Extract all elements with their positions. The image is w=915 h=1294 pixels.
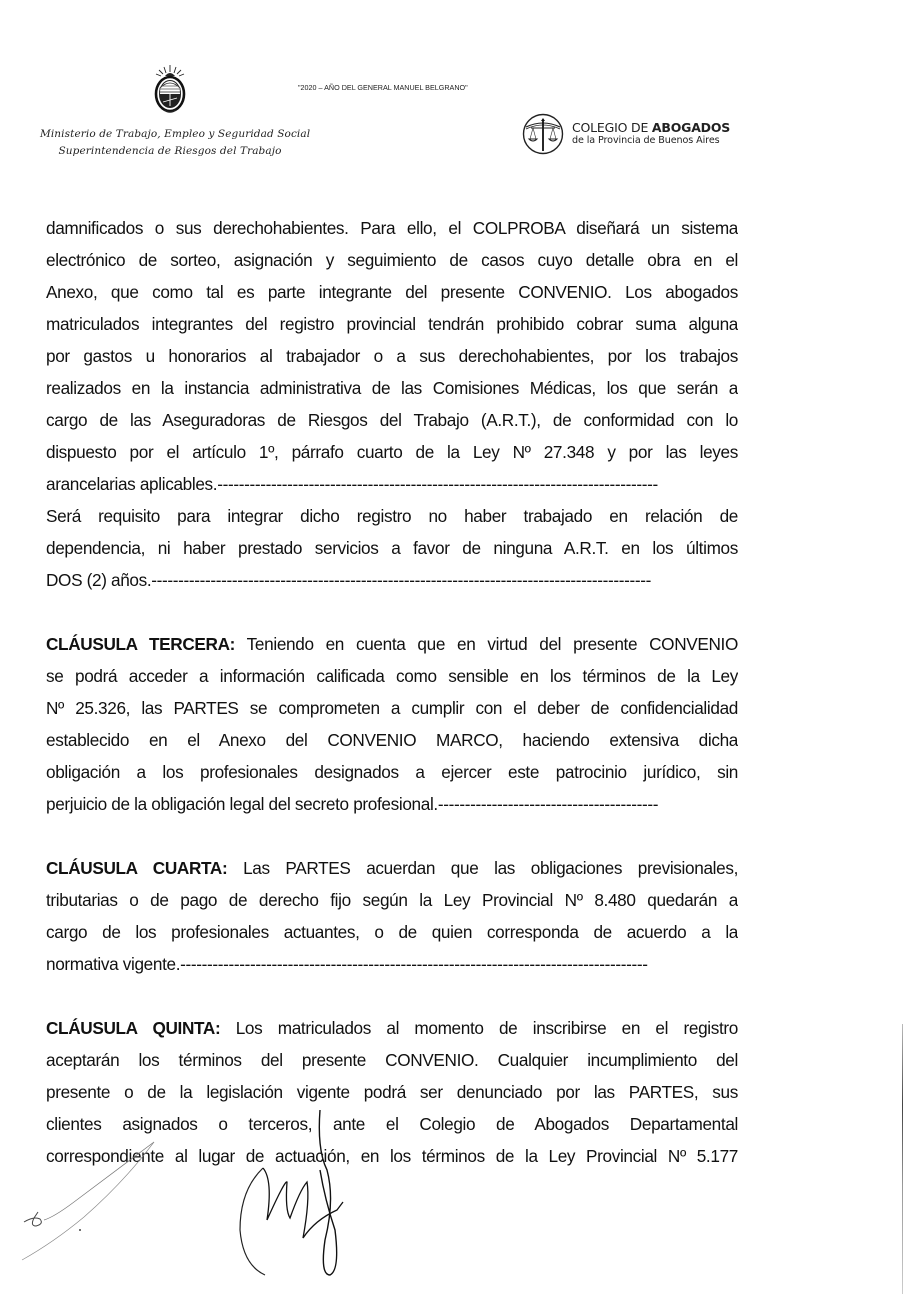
text-line: electrónico de sorteo, asignación y seguimiento de casos cuyo detalle obra en el	[46, 250, 738, 270]
text-line: CLÁUSULA CUARTA: Las PARTES acuerdan que las obligaciones previsionales,	[46, 858, 738, 878]
handwritten-signature	[225, 1110, 365, 1290]
text-line: correspondiente al lugar de actuación, en los términos de la Ley Provincial Nº 5.177	[46, 1146, 738, 1166]
year-motto: "2020 – AÑO DEL GENERAL MANUEL BELGRANO"	[298, 83, 468, 92]
text-line: Nº 25.326, las PARTES se comprometen a cumplir con el deber de confidencialidad	[46, 698, 738, 718]
text-line: Anexo, que como tal es parte integrante del presente CONVENIO. Los abogados	[46, 282, 738, 302]
colegio-name-regular: COLEGIO DE	[572, 120, 652, 135]
text-line: por gastos u honorarios al trabajador o a sus derechohabientes, por los trabajos	[46, 346, 738, 366]
text-line: tributarias o de pago de derecho fijo según la Ley Provincial Nº 8.480 quedarán a	[46, 890, 738, 910]
initials-signature	[14, 1132, 164, 1262]
clausula-tercera	[46, 628, 738, 820]
text-line: se podrá acceder a información calificada como sensible en los términos de la Ley	[46, 666, 738, 686]
text-line: aceptarán los términos del presente CONVENIO. Cualquier incumplimiento del	[46, 1050, 738, 1070]
colegio-subtitle: de la Provincia de Buenos Aires	[572, 135, 720, 146]
clausula-cuarta	[46, 852, 738, 980]
text-line: realizados en la instancia administrativa de las Comisiones Médicas, los que serán a	[46, 378, 738, 398]
paragraph-registro	[46, 212, 738, 500]
text-line: establecido en el Anexo del CONVENIO MARCO, haciendo extensiva dicha	[46, 730, 738, 750]
document-body	[46, 212, 738, 1172]
paragraph-requisito	[46, 500, 738, 596]
colegio-name-bold: ABOGADOS	[651, 120, 731, 135]
ministry-header	[40, 64, 311, 160]
coat-of-arms-icon	[153, 64, 187, 116]
clausula-heading: CLÁUSULA CUARTA:	[46, 858, 228, 878]
clausula-heading: CLÁUSULA TERCERA:	[46, 634, 236, 654]
text-line: Será requisito para integrar dicho registro no haber trabajado en relación de	[46, 506, 738, 526]
text-line: CLÁUSULA QUINTA: Los matriculados al momento de inscribirse en el registro	[46, 1018, 738, 1038]
clausula-heading: CLÁUSULA QUINTA:	[46, 1018, 221, 1038]
text-line: arancelarias aplicables.----------------------------------------------------------------------------------	[46, 474, 658, 494]
text-line: perjuicio de la obligación legal del secreto profesional.-----------------------------------------	[46, 794, 659, 814]
superintendencia-name: Superintendencia de Riesgos del Trabajo	[58, 145, 282, 157]
scan-edge-line	[902, 1024, 903, 1294]
text-line: cargo de las Aseguradoras de Riesgos del Trabajo (A.R.T.), de conformidad con lo	[46, 410, 738, 430]
text-line: dependencia, ni haber prestado servicios a favor de ninguna A.R.T. en los últimos	[46, 538, 738, 558]
text-line: DOS (2) años.---------------------------------------------------------------------------------------------	[46, 570, 652, 590]
text-line: matriculados integrantes del registro provincial tendrán prohibido cobrar suma alguna	[46, 314, 738, 334]
colegio-name	[572, 121, 730, 134]
text-line: CLÁUSULA TERCERA: Teniendo en cuenta que en virtud del presente CONVENIO	[46, 634, 738, 654]
text-line: clientes asignados o terceros, ante el Colegio de Abogados Departamental	[46, 1114, 738, 1134]
text-line: presente o de la legislación vigente podrá ser denunciado por las PARTES, sus	[46, 1082, 738, 1102]
scales-of-justice-icon	[522, 113, 564, 155]
text-line: obligación a los profesionales designados a ejercer este patrocinio jurídico, sin	[46, 762, 738, 782]
text-line: cargo de los profesionales actuantes, o de quien corresponda de acuerdo a la	[46, 922, 738, 942]
colegio-header	[522, 113, 730, 155]
ministry-name: Ministerio de Trabajo, Empleo y Seguridad Social	[40, 128, 311, 140]
text-line: damnificados o sus derechohabientes. Para ello, el COLPROBA diseñará un sistema	[46, 218, 738, 238]
text-line: normativa vigente.---------------------------------------------------------------------------------------	[46, 954, 648, 974]
text-line: dispuesto por el artículo 1º, párrafo cuarto de la Ley Nº 27.348 y por las leyes	[46, 442, 738, 462]
